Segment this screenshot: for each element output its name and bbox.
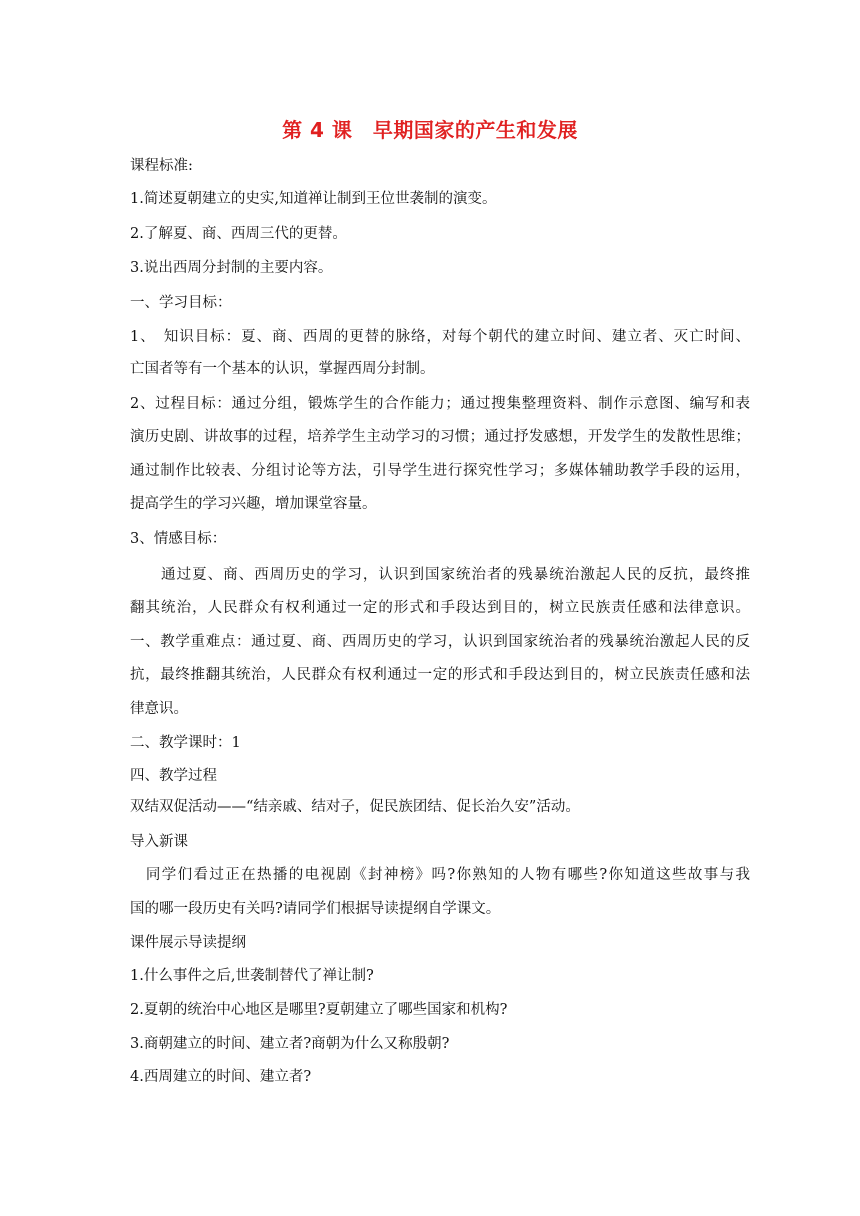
text-line: 亡国者等有一个基本的认识，掌握西周分封制。 bbox=[130, 361, 435, 377]
text-line: 律意识。 bbox=[130, 701, 188, 717]
section-heading: 导入新课 bbox=[130, 834, 188, 850]
text-line: 提高学生的学习兴趣，增加课堂容量。 bbox=[130, 496, 377, 512]
text-line: 3.商朝建立的时间、建立者?商朝为什么又称殷朝? bbox=[130, 1036, 450, 1052]
section-heading: 一、教学重难点：通过夏、商、西周历史的学习，认识到国家统治者的残暴统治激起人民的反 bbox=[130, 634, 750, 650]
document-title: 第 4 课 早期国家的产生和发展 bbox=[282, 118, 578, 142]
text-line: 同学们看过正在热播的电视剧《封神榜》吗?你熟知的人物有哪些?你知道这些故事与我 bbox=[130, 867, 750, 883]
text-line: 2.了解夏、商、西周三代的更替。 bbox=[130, 226, 347, 242]
text-line: 1.什么事件之后,世袭制替代了禅让制? bbox=[130, 968, 374, 984]
text-line: 3、情感目标： bbox=[130, 531, 227, 547]
text-line: 4.西周建立的时间、建立者? bbox=[130, 1069, 312, 1085]
section-heading: 课件展示导读提纲 bbox=[130, 935, 246, 951]
text-line: 抗，最终推翻其统治，人民群众有权利通过一定的形式和手段达到目的，树立民族责任感和法 bbox=[130, 667, 750, 683]
text-line: 3.说出西周分封制的主要内容。 bbox=[130, 260, 333, 276]
text-line: 2、过程目标：通过分组，锻炼学生的合作能力；通过搜集整理资料、制作示意图、编写和表 bbox=[130, 396, 750, 412]
section-heading: 四、教学过程 bbox=[130, 768, 217, 784]
section-heading: 二、教学课时：1 bbox=[130, 735, 241, 751]
text-line: 双结双促活动——“结亲戚、结对子，促民族团结、促长治久安”活动。 bbox=[130, 799, 580, 815]
text-line: 2.夏朝的统治中心地区是哪里?夏朝建立了哪些国家和机构? bbox=[130, 1002, 508, 1018]
text-line: 通过制作比较表、分组讨论等方法，引导学生进行探究性学习；多媒体辅助教学手段的运用， bbox=[130, 463, 750, 479]
text-line: 课程标准: bbox=[130, 158, 193, 174]
section-heading: 一、学习目标： bbox=[130, 295, 232, 311]
text-line: 1.简述夏朝建立的史实,知道禅让制到王位世袭制的演变。 bbox=[130, 191, 497, 207]
text-line: 1、 知识目标：夏、商、西周的更替的脉络，对每个朝代的建立时间、建立者、灭亡时间、 bbox=[130, 329, 750, 345]
text-line: 翻其统治，人民群众有权利通过一定的形式和手段达到目的，树立民族责任感和法律意识。 bbox=[130, 600, 750, 616]
text-line: 演历史剧、讲故事的过程，培养学生主动学习的习惯；通过抒发感想，开发学生的发散性思维； bbox=[130, 429, 750, 445]
text-line: 国的哪一段历史有关吗?请同学们根据导读提纲自学课文。 bbox=[130, 901, 501, 917]
text-line: 通过夏、商、西周历史的学习，认识到国家统治者的残暴统治激起人民的反抗，最终推 bbox=[130, 567, 750, 583]
